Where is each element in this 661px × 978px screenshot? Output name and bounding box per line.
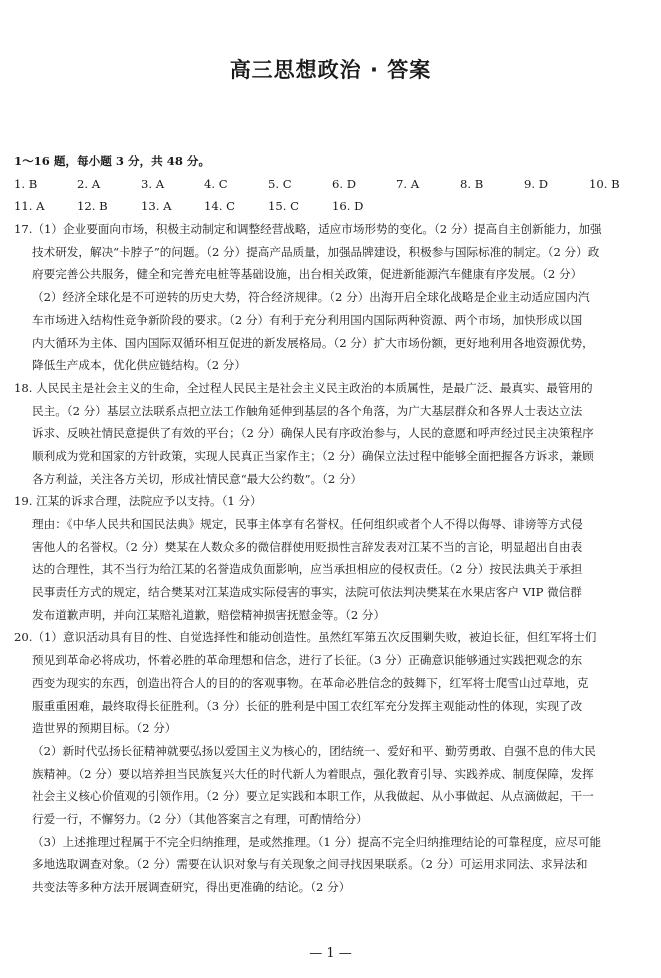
answer-item: 2. A <box>77 176 101 191</box>
text-line: 顺利成为党和国家的方针政策，实现人民真正当家作主；（2 分）确保立法过程中能够全面把握各方诉求，兼顾 <box>32 448 594 463</box>
text-line: 理由：《中华人民共和国民法典》规定，民事主体享有名誉权。任何组织或者个人不得以侮辱、诽谤等方式侵 <box>32 517 583 531</box>
text-line: 害他人的名誉权。（2 分）樊某在人数众多的微信群使用贬损性言辞发表对江某不当的言论，明显超出自由表 <box>32 539 583 554</box>
text-line: 共变法等多种方法开展调查研究，得出更准确的结论。（2 分） <box>32 880 351 894</box>
text-line: 族精神。（2 分）要以培养担当民族复兴大任的时代新人为着眼点，强化教育引导、实践养成、制度保障，发挥 <box>32 766 594 781</box>
text-line: 府要完善公共服务，健全和完善充电桩等基础设施，出台相关政策，促进新能源汽车健康有序发展。（2 分） <box>32 267 583 282</box>
text-line: 达的合理性，其不当行为给江某的名誉造成负面影响，应当承担相应的侵权责任。（2 分）按民法典关于承担 <box>32 562 583 577</box>
text-line: 西变为现实的东西，创造出符合人的目的的客观事物。在革命必胜信念的鼓舞下，红军将士爬雪山过草地，克 <box>32 675 589 690</box>
text-line: 技术研发，解决“卡脖子”的问题。（2 分）提高产品质量，加强品牌建设，积极参与国际标准的制定。（2 分）政 <box>32 244 600 259</box>
answer-item: 14. C <box>204 199 235 214</box>
answer-row <box>14 173 648 196</box>
answer-item: 12. B <box>77 199 108 214</box>
answer-content <box>14 150 648 899</box>
text-line: （3）上述推理过程属于不完全归纳推理，是或然推理。（1 分）提高不完全归纳推理结论的可靠程度，应尽可能 <box>32 834 602 849</box>
text-line: 17.（1）企业要面向市场，积极主动制定和调整经营战略，适应市场形势的变化。（2 分）提高自主创新能力，加强 <box>14 222 602 237</box>
page-number: — 1 — <box>309 946 352 961</box>
answer-item: 4. C <box>204 176 228 191</box>
text-line: 各方利益，关注各方关切，形成社情民意“最大公约数”。（2 分） <box>32 471 363 486</box>
answer-item: 1. B <box>14 176 38 191</box>
answer-paragraph <box>14 218 648 286</box>
answer-key <box>14 173 648 218</box>
answer-paragraph <box>14 831 648 899</box>
text-line: 行爱一行，不懈努力。（2 分）（其他答案言之有理，可酌情给分） <box>32 811 368 826</box>
section-header: 1～16 题，每小题 3 分，共 48 分。 <box>14 154 211 168</box>
text-line: 造世界的预期目标。（2 分） <box>32 721 177 736</box>
text-line: 内大循环为主体、国内国际双循环相互促进的新发展格局。（2 分）扩大市场份额，更好地利用各地资源优势， <box>32 335 594 350</box>
essay-answers <box>14 218 648 899</box>
answer-item: 6. D <box>332 176 357 191</box>
page-title: 高三思想政治 · 答案 <box>229 58 432 82</box>
answer-item: 11. A <box>14 199 45 214</box>
text-line: 社会主义核心价值观的引领作用。（2 分）要立足实践和本职工作，从我做起、从小事做起、从点滴做起，干一 <box>32 789 594 804</box>
text-line: （2）经济全球化是不可逆转的历史大势，符合经济规律。（2 分）出海开启全球化战略是企业主动适应国内汽 <box>32 290 590 305</box>
answer-item: 5. C <box>268 176 292 191</box>
text-line: 18. 人民民主是社会主义的生命，全过程人民民主是社会主义民主政治的本质属性，是最广泛、最真实、最管用的 <box>14 380 593 395</box>
answer-item: 10. B <box>589 176 620 191</box>
answer-item: 16. D <box>332 199 364 214</box>
answer-paragraph <box>14 490 648 626</box>
text-line: 多地选取调查对象。（2 分）需要在认识对象与有关现象之间寻找因果联系。（2 分）可运用求同法、求异法和 <box>32 857 588 872</box>
text-line: （2）新时代弘扬长征精神就要弘扬以爱国主义为核心的，团结统一、爱好和平、勤劳勇敢、自强不息的伟大民 <box>32 743 596 758</box>
text-line: 发布道歉声明，并向江某赔礼道歉，赔偿精神损害抚慰金等。（2 分） <box>32 607 386 622</box>
answer-item: 13. A <box>141 199 172 214</box>
text-line: 车市场进入结构性竞争新阶段的要求。（2 分）有利于充分利用国内国际两种资源、两个市场，加快形成以国 <box>32 312 583 327</box>
text-line: 降低生产成本，优化供应链结构。（2 分） <box>32 358 246 373</box>
text-line: 20.（1）意识活动具有目的性、自觉选择性和能动创造性。虽然红军第五次反围剿失败，被迫长征，但红军将士们 <box>14 630 597 645</box>
text-line: 民事责任方式的规定，结合樊某对江某造成实际侵害的事实，法院可依法判决樊某在水果店客户 VIP 微信群 <box>32 585 582 600</box>
text-line: 诉求、反映社情民意提供了有效的平台；（2 分）确保人民有序政治参与，人民的意愿和呼声经过民主决策程序 <box>32 426 594 441</box>
text-line: 预见到革命必将成功，怀着必胜的革命理想和信念，进行了长征。（3 分）正确意识能够通过实践把观念的东 <box>32 653 583 668</box>
answer-row <box>14 195 648 218</box>
answer-paragraph <box>14 626 648 739</box>
answer-item: 15. C <box>268 199 299 214</box>
answer-paragraph <box>14 740 648 831</box>
answer-paragraph <box>14 377 648 490</box>
text-line: 民主。（2 分）基层立法联系点把立法工作触角延伸到基层的各个角落，为广大基层群众和各界人士表达立法 <box>32 403 583 418</box>
text-line: 服重重困难，最终取得长征胜利。（3 分）长征的胜利是中国工农红军充分发挥主观能动性的体现，实现了改 <box>32 698 583 713</box>
answer-item: 8. B <box>460 176 484 191</box>
answer-item: 3. A <box>141 176 165 191</box>
answer-paragraph <box>14 286 648 377</box>
answer-item: 9. D <box>524 176 549 191</box>
answer-item: 7. A <box>396 176 420 191</box>
text-line: 19. 江某的诉求合理，法院应予以支持。（1 分） <box>14 494 262 509</box>
